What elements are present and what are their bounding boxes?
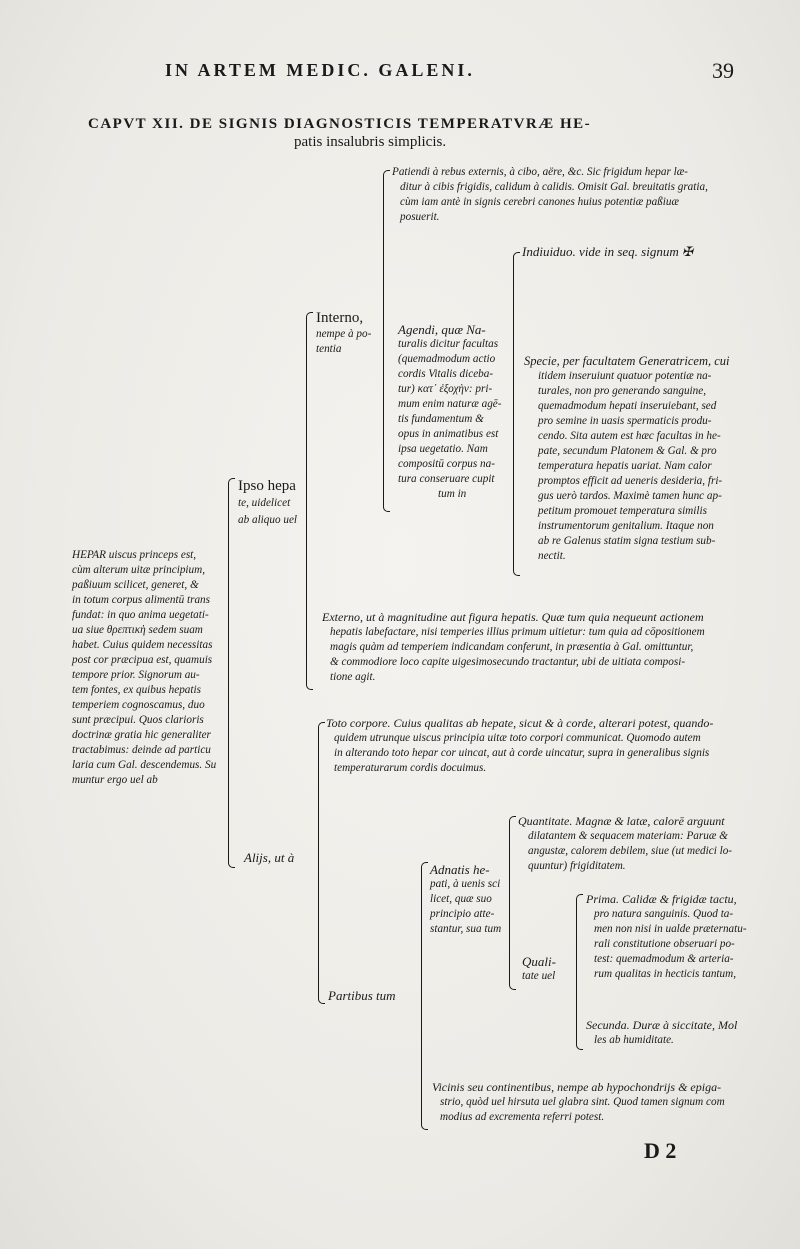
text-line: turales, non pro generando sanguine, (538, 385, 707, 397)
text-line: ab aliquo uel (238, 514, 298, 526)
text-line: tione agit. (330, 671, 376, 683)
quantitate (518, 814, 794, 874)
text-line: tate uel (522, 970, 556, 982)
qualitate (522, 954, 578, 984)
text-line: fundat: in quo anima uegetati- (72, 609, 209, 621)
text-line: Adnatis he- (430, 862, 490, 877)
text-line: Vicinis seu continentibus, nempe ab hypochondrijs & epiga- (432, 1080, 722, 1094)
text-line: cùm iam antè in signis cerebri canones huius potentiæ paßiuæ (400, 196, 679, 208)
text-line: pro natura sanguinis. Quod ta- (594, 908, 734, 920)
externo (322, 610, 792, 685)
text-line: habet. Cuius quidem necessitas (72, 639, 213, 651)
text-line: cùm alterum uitæ principium, (72, 564, 205, 576)
text-line: ditur à cibis frigidis, calidum à calidis. Omisit Gal. breuitatis gratia, (400, 181, 708, 193)
text-line: petitum promouet temperatura similis (538, 505, 707, 517)
text-line: Secunda. Duræ à siccitate, Mol (586, 1018, 738, 1032)
text-line: compositū corpus na- (398, 458, 495, 470)
text-line: te, uidelicet (238, 497, 291, 509)
text-line: Agendi, quæ Na- (398, 322, 486, 337)
text-line: angustæ, calorem debilem, siue (ut medici lo- (528, 845, 733, 857)
text-line: licet, quæ suo (430, 893, 492, 905)
text-line: pate, secundum Platonem & Gal. & pro (538, 445, 717, 457)
prima (586, 892, 796, 982)
text-line: Externo, ut à magnitudine aut figura hepatis. Quæ tum quia nequeunt actionem (322, 610, 704, 624)
text-line: post cor præcipua est, quamuis (72, 654, 213, 666)
text-line: magis quàm ad temperiem indicandam conferunt, in præsentia à Gal. omittuntur, (330, 641, 694, 653)
text-line: ab re Galenus statim signa testium sub- (538, 535, 716, 547)
partibus: Partibus tum (328, 988, 396, 1003)
text-line: HEPAR uiscus princeps est, (72, 549, 197, 561)
text-line: cordis Vitalis diceba- (398, 368, 494, 380)
text-line: nempe à po- (316, 328, 372, 340)
text-line: Patiendi à rebus externis, à cibo, aëre, &c. Sic frigidum hepar læ- (392, 166, 688, 178)
text-line: mum enim naturæ agē- (398, 398, 502, 410)
toto-corpore (326, 716, 792, 776)
running-title: IN ARTEM MEDIC. GALENI. (165, 60, 475, 80)
bracket-alijs (318, 722, 325, 1004)
text-line: in alterando toto hepar cor uincat, aut à corde uincatur, supra in generalibus signis (334, 747, 710, 759)
text-line: instrumentorum genitalium. Itaque non (538, 520, 714, 532)
text-line: stantur, sua tum (430, 923, 502, 935)
text-line: sunt præcipui. Quos clarioris (72, 714, 204, 726)
text-line: tempore prior. Signorum au- (72, 669, 200, 681)
text-line: tum in (438, 488, 467, 500)
text-line: & commodiore loco capite uigesimosecundo tractantur, ubi de uitiata composi- (330, 656, 686, 668)
text-line: quuntur) frigiditatem. (528, 860, 626, 872)
text-line: tentia (316, 343, 342, 355)
text-line: quemadmodum hepati inseruiebant, sed (538, 400, 717, 412)
text-line: quidem utrunque uiscus principia uitæ toto corpori communicat. Quomodo autem (334, 732, 701, 744)
text-line: paßiuum scilicet, generet, & (72, 579, 199, 591)
text-line: itidem inseruiunt quatuor potentiæ na- (538, 370, 712, 382)
text-line: ipsa uegetatio. Nam (398, 443, 488, 455)
interno (316, 310, 386, 357)
chapter-heading-cont: patis insalubris simplicis. (294, 134, 447, 150)
alijs: Alijs, ut à (244, 850, 295, 865)
text-line: cendo. Sita autem est hæc facultas in he- (538, 430, 721, 442)
text-line: posuerit. (400, 211, 440, 223)
text-line: dilatantem & sequacem materiam: Paruæ & (528, 830, 728, 842)
adnatis (430, 862, 512, 937)
text-line: turalis dicitur facultas (398, 338, 499, 350)
text-line: nectit. (538, 550, 566, 562)
bracket-hepar (228, 478, 235, 868)
signature-mark: D 2 (644, 1138, 677, 1163)
secunda (586, 1018, 796, 1048)
text-line: doctrinæ gratia hic generaliter (72, 729, 211, 741)
text-line: test: quemadmodum & arteria- (594, 953, 734, 965)
text-line: Specie, per facultatem Generatricem, cui (524, 354, 730, 368)
text-line: temperaturarum cordis docuimus. (334, 762, 487, 774)
text-line: rum qualitas in hecticis tantum, (594, 968, 737, 980)
text-line: Interno, (316, 310, 364, 326)
indiuiduo: Indiuiduo. vide in seq. signum ✠ (522, 244, 693, 259)
text-line: tractabimus: deinde ad particu (72, 744, 211, 756)
vicinis (432, 1080, 794, 1125)
text-line: tis fundamentum & (398, 413, 484, 425)
text-line: men non nisi in ualde præternatu- (594, 923, 747, 935)
text-line: opus in animatibus est (398, 428, 499, 440)
text-line: strio, quòd uel hirsuta uel glabra sint. Quod tamen signum com (440, 1096, 725, 1108)
text-line: muntur ergo uel ab (72, 774, 158, 786)
text-line: ua siue θρεπτικὴ sedem suam (72, 624, 203, 636)
text-line: temperiem cognoscamus, duo (72, 699, 205, 711)
text-line: les ab humiditate. (594, 1034, 674, 1046)
text-line: rali constitutione obseruari po- (594, 938, 735, 950)
text-line: in totum corpus alimentū trans (72, 594, 210, 606)
text-line: Prima. Calidæ & frigidæ tactu, (586, 892, 737, 906)
text-line: temperatura hepatis uariat. Nam calor (538, 460, 712, 472)
text-line: Ipso hepa (238, 478, 296, 494)
text-line: principio atte- (430, 908, 495, 920)
chapter-heading: CAPVT XII. DE SIGNIS DIAGNOSTICIS TEMPERATVRÆ HE- (88, 116, 592, 132)
text-line: tem fontes, ex quibus hepatis (72, 684, 201, 696)
text-line: (quemadmodum actio (398, 353, 496, 365)
bracket-agendi (513, 252, 520, 576)
patiendi (392, 163, 792, 225)
text-line (392, 163, 792, 180)
ipso-hepate (238, 478, 310, 529)
text-line: pati, à uenis sci (430, 878, 501, 890)
text-line: laria cum Gal. descendemus. Su (72, 759, 217, 771)
text-line: Quali- (522, 954, 556, 969)
page-number: 39 (712, 58, 734, 83)
text-line: tura conseruare cupit (398, 473, 495, 485)
text-line: Toto corpore. Cuius qualitas ab hepate, sicut & à corde, alterari potest, quando- (326, 716, 714, 730)
text-line: tur) κατ᾽ ἐξοχὴν: pri- (398, 383, 493, 395)
text-line: promptos efficit ad ueneris desideria, fri- (538, 475, 723, 487)
specie (524, 354, 794, 564)
text-line: modius ad excrementa referri potest. (440, 1111, 605, 1123)
text-line: pro semine in uasis spermaticis produ- (538, 415, 712, 427)
text-line: Quantitate. Magnæ & latæ, calorē arguunt (518, 814, 725, 828)
bracket-partibus (421, 862, 428, 1130)
agendi (398, 322, 512, 502)
text-line: gus uerò tardos. Maximè tamen hunc ap- (538, 490, 722, 502)
text-line: hepatis labefactare, nisi temperies illius primum uitietur: tum quia ad cōpositionem (330, 626, 705, 638)
intro-paragraph (72, 548, 228, 788)
